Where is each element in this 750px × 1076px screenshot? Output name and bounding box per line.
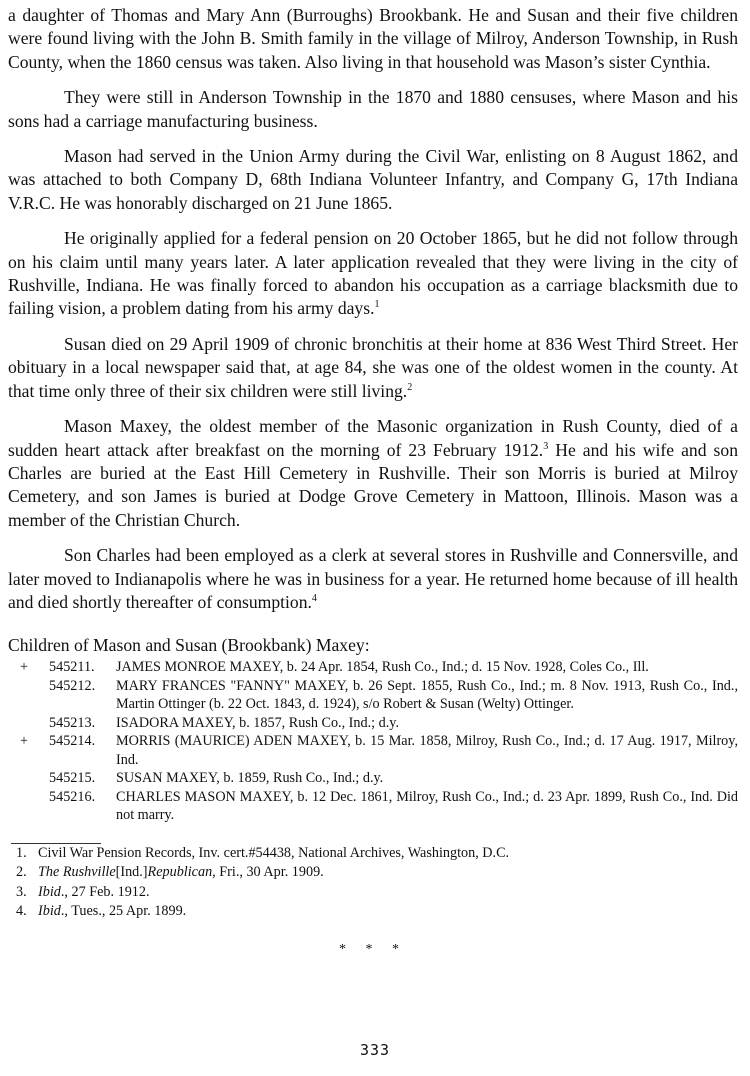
child-text: MARY FRANCES "FANNY" MAXEY, b. 26 Sept. 1855, Rush Co., Ind.; m. 8 Nov. 1913, Rush Co., Ind., Martin Ottinger (b. 22 Oct. 1843, d. 1924), s/o Robert & Susan (Welty) Ottinger. xyxy=(116,677,738,713)
footnote xyxy=(8,883,738,903)
footnote xyxy=(8,844,738,864)
footnote-text: ., 27 Feb. 1912. xyxy=(60,883,150,900)
section-separator: * * * xyxy=(339,941,407,957)
footnote-ref: 4 xyxy=(311,593,317,605)
has-descendants-marker: + xyxy=(20,733,29,750)
children-list xyxy=(8,658,738,825)
paragraph: He originally applied for a federal pension on 20 October 1865, but he did not follow through on his claim until many years later. A later application revealed that they were living in the city of Rushville, Indiana. He was finally forced to abandon his occupation as a carriage blacksmith due to failing vision, a problem dating from his army days.$^1$ xyxy=(8,228,738,319)
child-number: 545213. xyxy=(49,714,96,731)
child-text: ISADORA MAXEY, b. 1857, Rush Co., Ind.; d.y. xyxy=(116,714,399,731)
paragraph: They were still in Anderson Township in the 1870 and 1880 censuses, where Mason and his sons had a carriage manufacturing business. xyxy=(8,87,738,131)
child-entry xyxy=(8,769,738,788)
footnote-text: Ibid xyxy=(38,883,61,900)
child-number: 545215. xyxy=(49,770,96,787)
footnote-text: ., Tues., 25 Apr. 1899. xyxy=(60,903,187,920)
footnote-text: [Ind.] xyxy=(115,864,148,881)
has-descendants-marker: + xyxy=(20,659,29,676)
footnote-ref: 3 xyxy=(543,440,549,452)
child-number: 545212. xyxy=(49,677,96,694)
footnote-text: Republican xyxy=(147,864,213,881)
footnote-number: 1. xyxy=(16,844,27,861)
child-number: 545216. xyxy=(49,788,96,805)
paragraph: a daughter of Thomas and Mary Ann (Burroughs) Brookbank. He and Susan and their five children were found living with the John B. Smith family in the village of Milroy, Anderson Township, in Rush County, when the 1860 census was taken. Also living in that household was Mason’s sister Cynthia. xyxy=(8,5,738,72)
child-entry xyxy=(8,677,738,714)
footnotes xyxy=(8,844,738,922)
footnote-ref: 1 xyxy=(374,299,380,311)
child-text: CHARLES MASON MAXEY, b. 12 Dec. 1861, Milroy, Rush Co., Ind.; d. 23 Apr. 1899, Rush Co., Ind. Did not marry. xyxy=(116,788,738,824)
footnote xyxy=(8,863,738,883)
children-heading: Children of Mason and Susan (Brookbank) Maxey: xyxy=(8,635,370,656)
footnote-text: Ibid xyxy=(38,903,61,920)
footnote-text: The Rushville xyxy=(38,864,116,881)
child-entry xyxy=(8,732,738,769)
page-number: 333 xyxy=(359,1041,391,1059)
child-number: 545211. xyxy=(49,659,95,676)
paragraph: Mason had served in the Union Army during the Civil War, enlisting on 8 August 1862, and was attached to both Company D, 68th Indiana Volunteer Infantry, and Company G, 17th Indiana V.R.C. He was honorably discharged on 21 June 1865. xyxy=(8,146,738,213)
paragraph: Son Charles had been employed as a clerk at several stores in Rushville and Connersville, and later moved to Indianapolis where he was in business for a year. He returned home because of ill health and died shortly thereafter of consumption.$^4$ xyxy=(8,545,738,612)
paragraph: Mason Maxey, the oldest member of the Masonic organization in Rush County, died of a sudden heart attack after breakfast on the morning of 23 February 1912.$^3$ He and his wife and son Charles are buried at the East Hill Cemetery in Rushville. Their son Morris is buried at Milroy Cemetery, and son James is buried at Dodge Grove Cemetery in Mattoon, Illinois. Mason was a member of the Christian Church. xyxy=(8,416,738,530)
child-number: 545214. xyxy=(49,733,96,750)
footnote-text: , Fri., 30 Apr. 1909. xyxy=(212,864,324,881)
footnote-number: 4. xyxy=(16,903,27,920)
footnote-number: 3. xyxy=(16,883,27,900)
body-text xyxy=(8,4,738,614)
footnote-number: 2. xyxy=(16,864,27,881)
child-entry xyxy=(8,714,738,733)
child-text: SUSAN MAXEY, b. 1859, Rush Co., Ind.; d.y. xyxy=(116,770,384,787)
footnote xyxy=(8,902,738,922)
child-entry xyxy=(8,788,738,825)
paragraph: Susan died on 29 April 1909 of chronic bronchitis at their home at 836 West Third Street. Her obituary in a local newspaper said that, at age 84, she was one of the oldest women in the county. At that time only three of their six children were still living.$^2$ xyxy=(8,333,738,401)
child-text: JAMES MONROE MAXEY, b. 24 Apr. 1854, Rush Co., Ind.; d. 15 Nov. 1928, Coles Co., Ill. xyxy=(116,659,649,676)
document-page xyxy=(8,4,738,958)
footnote-ref: 2 xyxy=(407,381,413,393)
child-text: MORRIS (MAURICE) ADEN MAXEY, b. 15 Mar. 1858, Milroy, Rush Co., Ind.; d. 17 Aug. 1917, Milroy, Ind. xyxy=(116,733,738,768)
child-entry xyxy=(8,658,738,677)
footnote-text: Civil War Pension Records, Inv. cert.#54438, National Archives, Washington, D.C. xyxy=(38,844,510,861)
